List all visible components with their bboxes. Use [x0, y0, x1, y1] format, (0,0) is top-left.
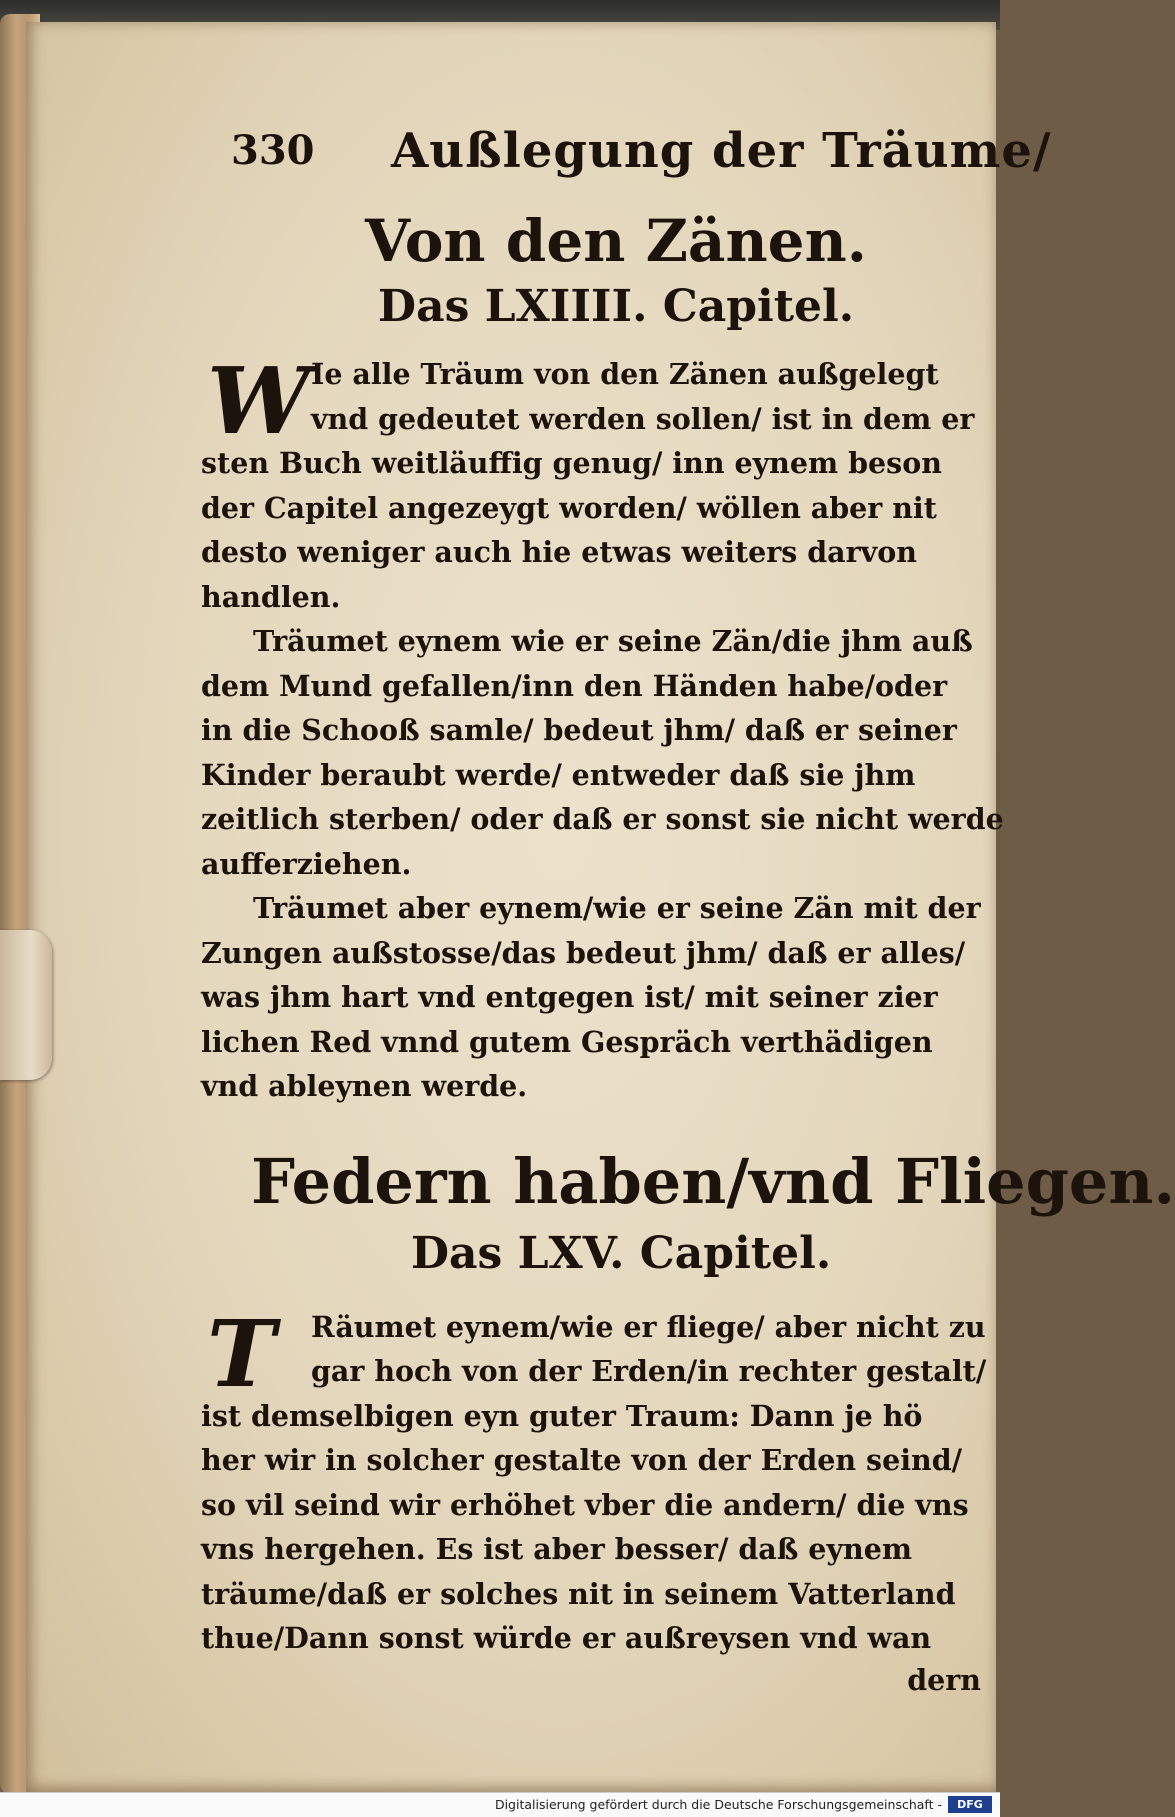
digitization-footer: [0, 1792, 1000, 1817]
initial-letter-w: W: [207, 347, 311, 455]
text-line: Träumet eynem wie er seine Zän/die jhm auß: [253, 624, 973, 658]
paragraph-1: [201, 347, 991, 619]
section-heading-federn: Federn haben/vnd Fliegen.: [251, 1144, 1175, 1218]
text-block: [201, 117, 1175, 1697]
book-page: [26, 22, 1175, 1792]
text-line: träume/daß er solches nit in seinem Vatterland: [201, 1576, 956, 1611]
paragraph-3: [201, 886, 991, 1109]
text-line: zeitlich sterben/ oder daß er sonst sie nicht werde: [201, 802, 1004, 836]
initial-letter-t: T: [207, 1299, 276, 1408]
footer-credit: Digitalisierung gefördert durch die Deutsche Forschungsgemeinschaft -: [494, 1797, 942, 1812]
page-clasp: [0, 930, 52, 1080]
text-line: her wir in solcher gestalte von der Erden seind/: [201, 1443, 963, 1477]
text-line: thue/Dann sonst würde er außreysen vnd wan: [201, 1621, 932, 1655]
text-line: Zungen außstosse/das bedeut jhm/ daß er alles/: [201, 935, 966, 970]
text-line: der Capitel angezeygt worden/ wöllen aber nit: [201, 490, 937, 525]
text-line: Ie alle Träum von den Zänen außgelegt: [311, 357, 939, 391]
chapter-heading-65: Das LXV. Capitel.: [410, 1227, 832, 1279]
text-line: lichen Red vnnd gutem Gespräch verthädigen: [201, 1024, 933, 1059]
text-line: Kinder beraubt werde/ entweder daß sie jhm: [201, 757, 916, 792]
text-line: vnd ableynen werde.: [201, 1069, 528, 1103]
text-line: Räumet eynem/wie er fliege/ aber nicht zu: [311, 1309, 986, 1344]
text-line: vns hergehen. Es ist aber besser/ daß eynem: [201, 1532, 913, 1566]
section-heading-zaenen: Von den Zänen.: [365, 207, 867, 275]
chapter-heading-63: Das LXIIII. Capitel.: [377, 281, 855, 332]
running-head: [201, 117, 1052, 197]
text-line: so vil seind wir erhöhet vber die andern/ die vns: [201, 1487, 969, 1522]
text-line: ist demselbigen eyn guter Traum: Dann je hö: [201, 1398, 923, 1433]
text-line: aufferziehen.: [201, 846, 412, 881]
text-line: handlen.: [201, 579, 341, 614]
text-line: gar hoch von der Erden/in rechter gestalt/: [311, 1354, 987, 1388]
dfg-logo: DFG: [948, 1796, 992, 1813]
text-line: vnd gedeutet werden sollen/ ist in dem er: [311, 401, 975, 436]
text-line: was jhm hart vnd entgegen ist/ mit seiner zier: [201, 980, 938, 1014]
text-line: Träumet aber eynem/wie er seine Zän mit der: [253, 891, 981, 925]
paragraph-2: [201, 619, 1004, 886]
page-number: 330: [231, 127, 315, 174]
text-line: in die Schooß samle/ bedeut jhm/ daß er seiner: [201, 713, 957, 747]
text-line: dem Mund gefallen/inn den Händen habe/oder: [201, 668, 948, 703]
catchword: dern: [907, 1662, 981, 1697]
text-line: desto weniger auch hie etwas weiters darvon: [201, 535, 917, 569]
text-line: sten Buch weitläuffig genug/ inn eynem beson: [201, 446, 942, 480]
running-title: Außlegung der Träume/: [391, 123, 1052, 179]
paragraph-4: [201, 1299, 991, 1661]
